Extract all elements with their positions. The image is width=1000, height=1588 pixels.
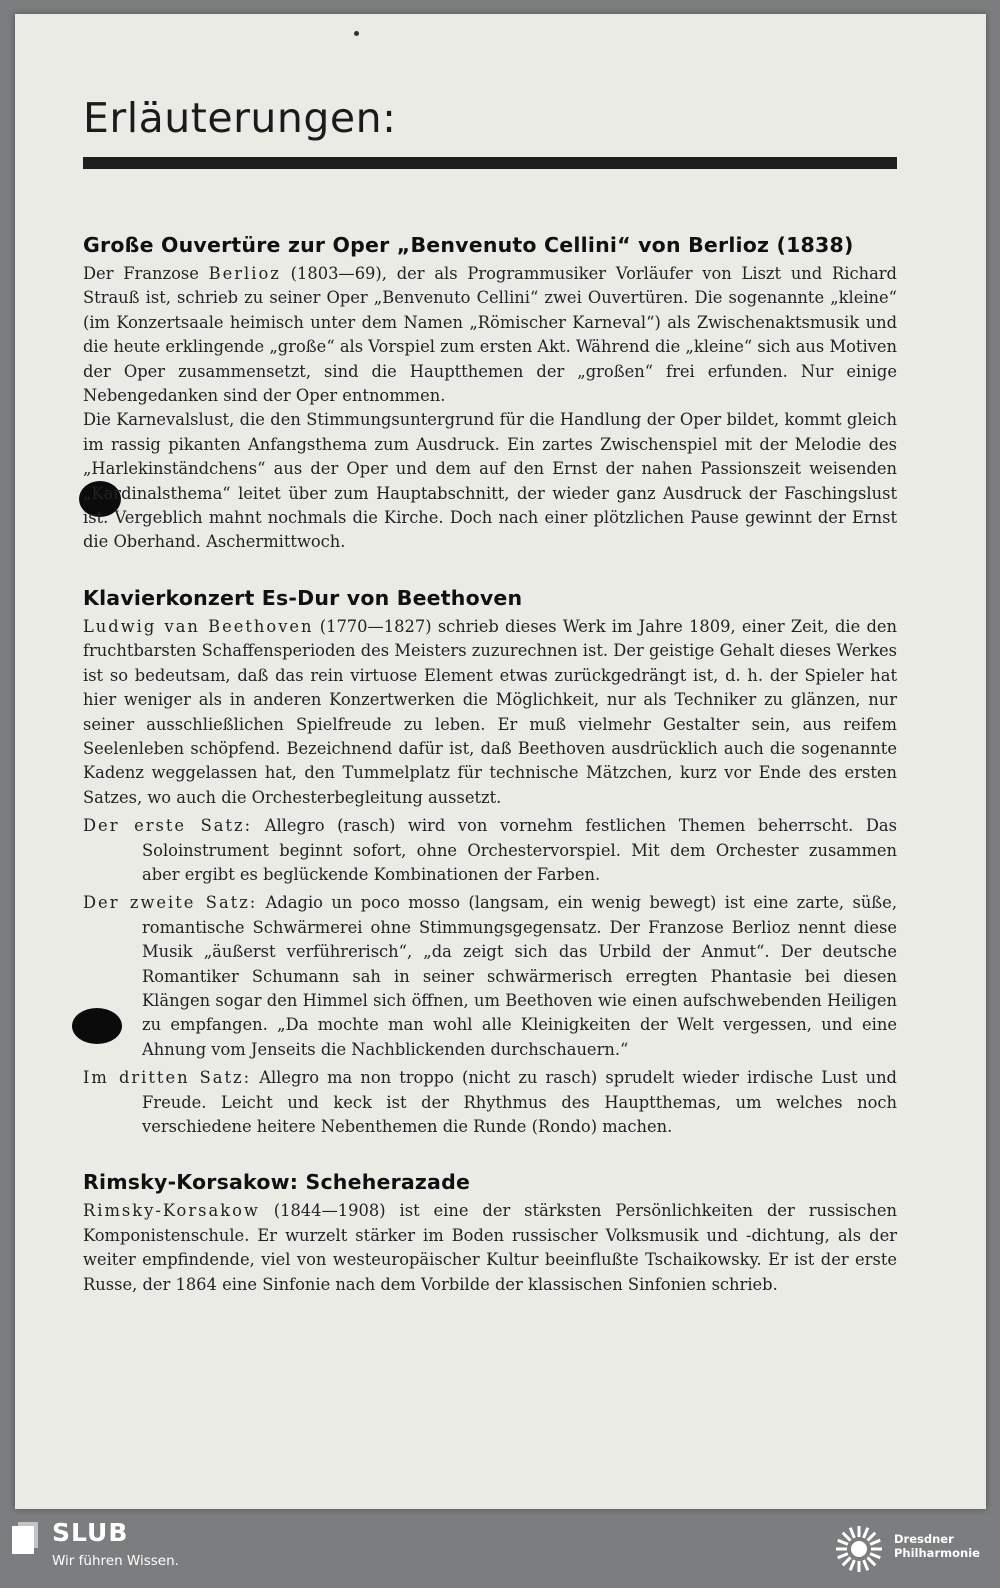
movement-text: Allegro ma non troppo (nicht zu rasch) sprudelt wieder irdische Lust und Freude. Leicht und keck ist der Rhythmus des Hauptthemas, um welches noch verschiedene heitere Nebenthemen die Runde (Rondo) machen. [142, 1068, 897, 1136]
paragraph [83, 1199, 897, 1297]
partner-name[interactable] [894, 1532, 980, 1560]
paragraph-lead: Der Franzose [83, 264, 199, 283]
movement-1 [83, 814, 897, 887]
movement-label: Der zweite Satz: [83, 893, 258, 913]
section-title-beethoven: Klavierkonzert Es-Dur von Beethoven [83, 585, 523, 610]
composer-name: Rimsky-Korsakow [83, 1201, 260, 1221]
section-title-berlioz: Große Ouvertüre zur Oper „Benvenuto Cellini“ von Berlioz (1838) [83, 233, 854, 257]
paragraph [83, 615, 897, 810]
section-title-rimsky: Rimsky-Korsakow: Scheherazade [83, 1170, 471, 1195]
composer-name: Berlioz [208, 264, 281, 283]
title-rule [83, 157, 897, 169]
library-name[interactable]: SLUB [52, 1518, 129, 1547]
paragraph-text: (1803—69), der als Programmusiker Vorläufer von Liszt und Richard Strauß ist, schrieb zu seiner Oper „Benvenuto Cellini“ zwei Ouvertüren. Die sogenannte „kleine“ (im Konzertsaale heimisch unter dem Namen „Römischer Karneval“) als Zwischenaktsmusik und die heute erklingende „große“ als Vorspiel zum ersten Akt. Während die „kleine“ sich aus Motiven der Oper zusammensetzt, sind die Hauptthemen der „großen“ frei erfunden. Nur einige Nebengedanken sind der Oper entnommen. [83, 264, 897, 406]
section-beethoven [83, 585, 897, 1140]
section-berlioz [83, 232, 897, 555]
paragraph [83, 262, 897, 408]
paragraph-text: (1844—1908) ist eine der stärksten Persönlichkeiten der russischen Komponistenschule. Er wurzelt stärker im Boden russischer Volksmusik und -dichtung, als der weiter empfindende, viel von westeuropäischer Kultur beeinflußte Tschaikowsky. Er ist der erste Russe, der 1864 eine Sinfonie nach dem Vorbilde der klassischen Sinfonien schrieb. [83, 1201, 897, 1294]
content [83, 232, 897, 1297]
movement-text: Adagio un poco mosso (langsam, ein wenig bewegt) ist eine zarte, süße, romantische Schwärmerei ohne Stimmungsgegensatz. Der Franzose Berlioz nennt diese Musik „äußerst verführerisch“, „da zeigt sich das Urbild der Anmut“. Der deutsche Romantiker Schumann sah in seiner schwärmerisch erregten Phantasie bei diesen Klängen sogar den Himmel sich öffnen, um Beethoven wie einen aufschwebenden Heiligen zu empfangen. „Da mochte man wohl alle Kleinigkeiten der Welt vergessen, und eine Ahnung vom Jenseits die Nachblickenden durchschauern.“ [142, 893, 897, 1059]
composer-name: Ludwig van Beethoven [83, 616, 314, 636]
partner-line-1: Dresdner [894, 1532, 954, 1546]
paragraph-text: (1770—1827) schrieb dieses Werk im Jahre 1809, einer Zeit, die den fruchtbarsten Schaffensperioden des Meisters zuzurechnen ist. Der geistige Gehalt dieses Werkes ist so bedeutsam, daß das rein virtuose Element etwas zurückgedrängt ist, d. h. der Spieler hat hier weniger als in anderen Konzertwerken die Möglichkeit, nur als Techniker zu glänzen, nur seiner ausschließlichen Spielfreude zu leben. Er muß vielmehr Gestalter sein, aus reifem Seelenleben schöpfend. Bezeichnend dafür ist, daß Beethoven ausdrücklich auch die sogenannte Kadenz weggelassen hat, den Tummelplatz für technische Mätzchen, kurz vor Ende des ersten Satzes, wo auch die Orchesterbegleitung aussetzt. [83, 616, 897, 807]
section-rimsky [83, 1169, 897, 1297]
philharmonie-logo-icon[interactable] [834, 1524, 884, 1574]
ink-dot [354, 31, 359, 36]
footer-bar [0, 1516, 1000, 1588]
paragraph: Die Karnevalslust, die den Stimmungsuntergrund für die Handlung der Oper bildet, kommt gleich im rassig pikanten Anfangsthema zum Ausdruck. Ein zartes Zwischenspiel mit der Melodie des „Harlekinständchens“ aus der Oper und dem auf den Ernst der nahen Passionszeit weisenden „Kardinalsthema“ leitet über zum Hauptabschnitt, der wieder ganz Ausdruck der Faschingslust ist. Vergeblich mahnt nochmals die Kirche. Doch nach einer plötzlichen Pause gewinnt der Ernst die Oberhand. Aschermittwoch. [83, 410, 897, 552]
page-title: Erläuterungen: [83, 94, 397, 142]
document-page [15, 14, 986, 1509]
movement-2 [83, 891, 897, 1062]
partner-line-2: Philharmonie [894, 1546, 980, 1560]
movement-label: Der erste Satz: [83, 816, 253, 836]
movement-3 [83, 1066, 897, 1139]
movement-label: Im dritten Satz: [83, 1068, 252, 1088]
library-tagline: Wir führen Wissen. [52, 1553, 179, 1569]
movement-text: Allegro (rasch) wird von vornehm festlichen Themen beherrscht. Das Soloinstrument beginnt sofort, ohne Orchestervorspiel. Mit dem Orchester zusammen aber ergibt es beglückende Kombinationen der Farben. [142, 816, 897, 884]
slub-logo-icon[interactable] [10, 1522, 40, 1556]
